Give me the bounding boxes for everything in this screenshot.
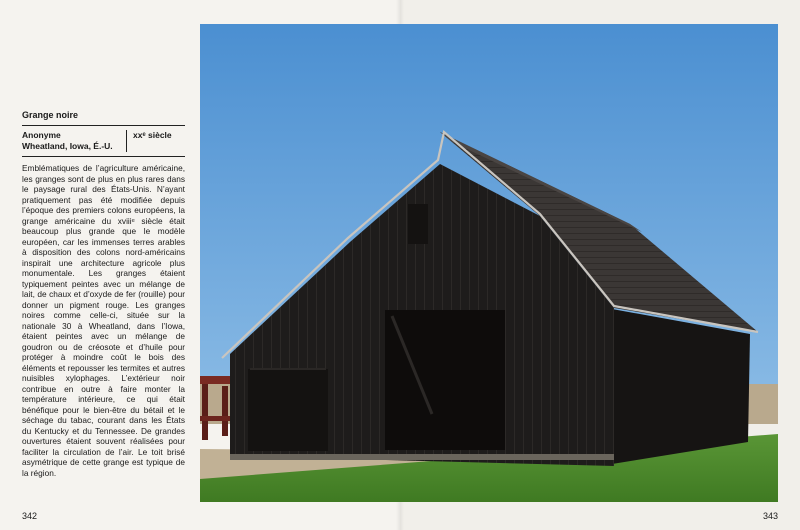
barn-photo (200, 24, 778, 502)
architect-name: Anonyme (22, 130, 61, 140)
meta-left (22, 130, 127, 152)
barn-door-opening (385, 310, 505, 450)
barn-side-wall (612, 309, 750, 464)
entry-text-column (22, 110, 185, 478)
page-number-left: 342 (22, 511, 38, 521)
entry-title: Grange noire (22, 110, 79, 120)
entry-meta (22, 130, 185, 152)
body-text: Emblématiques de l’agriculture américaine, les granges sont de plus en plus rares dans le paysage rural des États-Unis. N’ayant pratiquement pas été modifiée depuis l’époque des premiers colons européens, la grange américaine du xviiiᵉ siècle était beaucoup plus grande que le modèle européen, car les immenses terres arables à disposition des colons nord-américains inspirait une architecture agricole plus monumentale. Les granges étaient typiquement peintes avec un mélange de lait, de chaux et d’oxyde de fer (rouille) pour donner un pigment rouge. Les granges noires comme celle-ci, située sur la nationale 30 à Wheatland, dans l’Iowa, étaient peintes avec un mélange de goudron ou de créosote et d’huile pour protéger à moindre coût le bois des éléments et repousser les termites et autres nuisibles xylophages. L’extérieur noir contribue en outre à faire monter la température intérieure, ce qui était bénéfique pour le bien-être du bétail et le séchage du tabac, courant dans les États du Kentucky et du Tennessee. De grandes ouvertures étaient souvent réalisées pour faciliter la circulation de l’air. Le toit brisé asymétrique de cette grange est typique de la région. (22, 163, 185, 478)
location: Wheatland, Iowa, É.-U. (22, 141, 113, 151)
hay-door (408, 204, 428, 244)
page-number-right: 343 (762, 511, 778, 521)
barn-side-door (248, 369, 328, 451)
barn-foundation (230, 454, 614, 460)
divider-bottom (22, 156, 185, 157)
century: xxᵉ siècle (133, 130, 172, 140)
divider-top (22, 125, 185, 126)
